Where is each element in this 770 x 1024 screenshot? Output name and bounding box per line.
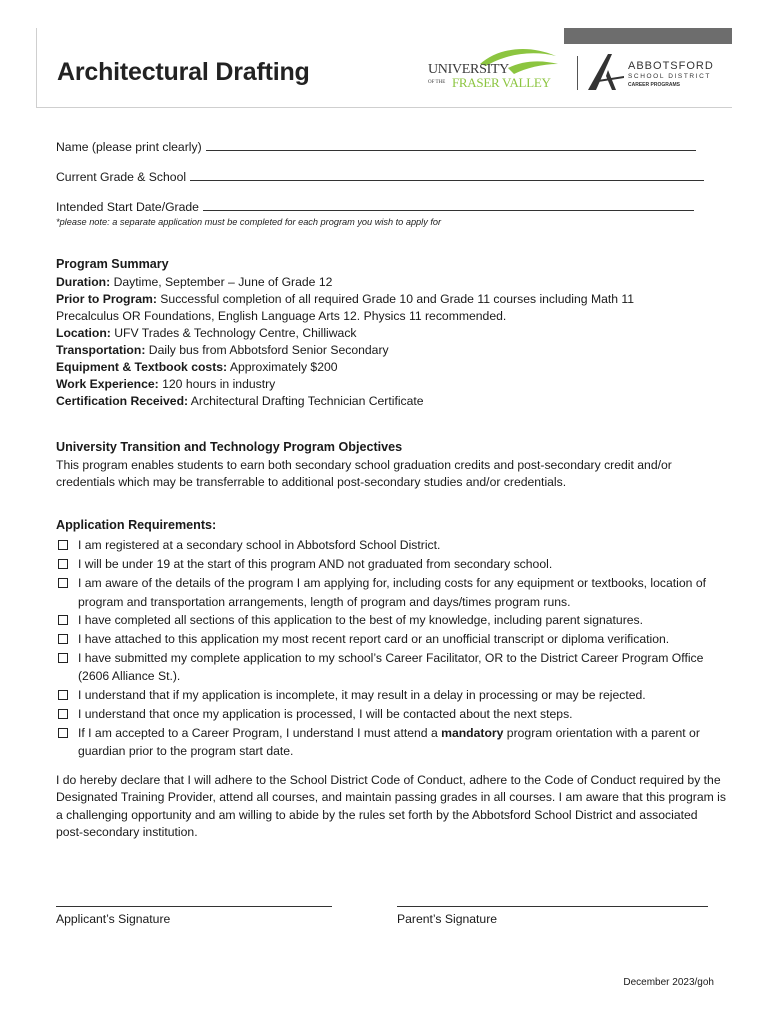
header-bar <box>564 28 732 44</box>
checkbox[interactable] <box>58 559 68 569</box>
ufv-logo-line2-small: OF THE <box>428 80 446 85</box>
start-date-field-line[interactable] <box>203 200 694 211</box>
summary-label: Location: <box>56 326 111 340</box>
district-a-icon <box>586 50 628 92</box>
parent-signature-label: Parent’s Signature <box>397 912 498 926</box>
applicant-signature-label: Applicant’s Signature <box>56 912 171 926</box>
parent-signature-line[interactable] <box>397 906 708 907</box>
program-summary <box>56 274 634 410</box>
requirement-text-pre: If I am accepted to a Career Program, I understand I must attend a <box>78 726 442 741</box>
requirement-text: I understand that once my application is processed, I will be contacted about the next steps. <box>78 706 573 721</box>
requirement-text: I have attached to this application my most recent report card or an unofficial transcript or diploma verification. <box>78 632 670 647</box>
objectives-text: This program enables students to earn both secondary school graduation credits and post-secondary credit and/or credentials which may be transferrable to additional post-secondary studies and/or credentials. <box>56 458 672 490</box>
district-logo-line2: SCHOOL DISTRICT <box>628 73 711 80</box>
program-summary-title: Program Summary <box>56 257 169 271</box>
summary-label: Certification Received: <box>56 394 189 408</box>
requirement-item <box>56 705 726 724</box>
summary-row-location <box>56 325 634 342</box>
summary-label: Prior to Program: <box>56 292 157 306</box>
checkbox[interactable] <box>58 634 68 644</box>
requirement-text-bold: mandatory <box>441 726 504 741</box>
summary-row-transportation <box>56 342 634 359</box>
district-logo <box>586 50 716 94</box>
name-field-label: Name (please print clearly) <box>56 140 202 154</box>
footer-date: December 2023/goh <box>623 977 714 988</box>
requirement-text: I have submitted my complete application to my school’s Career Facilitator, OR to the District Career Program Office (2606 Alliance St.). <box>78 651 704 684</box>
application-note: *please note: a separate application must be completed for each program you wish to apply for <box>56 217 442 227</box>
summary-value: Precalculus OR Foundations, English Language Arts 12. Physics 11 recommended. <box>56 309 507 323</box>
summary-label: Duration: <box>56 275 111 289</box>
summary-label: Equipment & Textbook costs: <box>56 360 228 374</box>
checkbox[interactable] <box>58 615 68 625</box>
checkbox[interactable] <box>58 690 68 700</box>
ufv-logo-line2: FRASER VALLEY <box>452 75 551 90</box>
ufv-logo-line1: UNIVERSITY <box>428 62 509 77</box>
grade-school-field-line[interactable] <box>190 170 704 181</box>
page-title: Architectural Drafting <box>57 58 310 86</box>
grade-school-field-label: Current Grade & School <box>56 170 187 184</box>
district-logo-line3: CAREER PROGRAMS <box>628 82 680 88</box>
name-field[interactable] <box>56 140 696 154</box>
grade-school-field[interactable] <box>56 170 704 184</box>
applicant-signature-line[interactable] <box>56 906 332 907</box>
requirement-item <box>56 630 726 649</box>
summary-label: Transportation: <box>56 343 146 357</box>
requirement-text: I am registered at a secondary school in Abbotsford School District. <box>78 538 441 552</box>
summary-value: UFV Trades & Technology Centre, Chilliwack <box>114 326 357 340</box>
requirement-text-post: program orientation with a parent or guardian prior to the program start date. <box>78 726 700 759</box>
checkbox[interactable] <box>58 709 68 719</box>
requirement-text <box>78 724 726 760</box>
checkbox[interactable] <box>58 728 68 738</box>
summary-value: Approximately $200 <box>229 360 338 374</box>
start-date-field[interactable] <box>56 200 694 214</box>
checkbox[interactable] <box>58 653 68 663</box>
summary-row-costs <box>56 359 634 376</box>
summary-value: Architectural Drafting Technician Certificate <box>190 394 424 408</box>
summary-row-certification <box>56 393 634 410</box>
requirement-item <box>56 536 726 555</box>
requirement-text: I am aware of the details of the program I am applying for, including costs for any equipment or textbooks, location of program and transportation arrangements, length of program and days/times program runs. <box>78 576 706 609</box>
checkbox[interactable] <box>58 540 68 550</box>
start-date-field-label: Intended Start Date/Grade <box>56 200 199 214</box>
summary-value: 120 hours in industry <box>162 377 276 391</box>
checkbox[interactable] <box>58 578 68 588</box>
logo-divider <box>577 56 578 90</box>
requirement-item <box>56 611 726 630</box>
requirement-item <box>56 724 726 760</box>
requirement-text: I have completed all sections of this application to the best of my knowledge, including parent signatures. <box>78 612 644 627</box>
requirement-item <box>56 555 726 574</box>
summary-row-work-experience <box>56 376 634 393</box>
requirements-list <box>56 536 726 760</box>
summary-row-prior-cont <box>56 308 634 325</box>
objectives-title: University Transition and Technology Program Objectives <box>56 440 403 454</box>
requirements-title: Application Requirements: <box>56 518 217 532</box>
district-logo-line1: ABBOTSFORD <box>628 60 714 72</box>
declaration-text: I do hereby declare that I will adhere to the School District Code of Conduct, adhere to the Code of Conduct required by the Designated Training Provider, attend all courses, and maintain passing grades in all courses. I am aware that this program is a challenging opportunity and am willing to abide by the rules set forth by the Abbotsford School District and associated post-secondary institution. <box>56 773 726 840</box>
summary-value: Daily bus from Abbotsford Senior Secondary <box>148 343 389 357</box>
requirement-item <box>56 686 726 705</box>
summary-label: Work Experience: <box>56 377 159 391</box>
summary-row-prior <box>56 291 634 308</box>
requirement-item <box>56 649 726 685</box>
name-field-line[interactable] <box>206 140 696 151</box>
requirement-item <box>56 574 726 610</box>
summary-row-duration <box>56 274 634 291</box>
requirement-text: I understand that if my application is incomplete, it may result in a delay in processing or may be rejected. <box>78 687 646 702</box>
summary-value: Daytime, September – June of Grade 12 <box>113 275 333 289</box>
header-border-left <box>36 28 37 108</box>
summary-value: Successful completion of all required Grade 10 and Grade 11 courses including Math 11 <box>160 292 635 306</box>
header-border-bottom <box>36 107 732 108</box>
ufv-logo <box>428 46 562 92</box>
requirement-text: I will be under 19 at the start of this program AND not graduated from secondary school. <box>78 557 553 572</box>
